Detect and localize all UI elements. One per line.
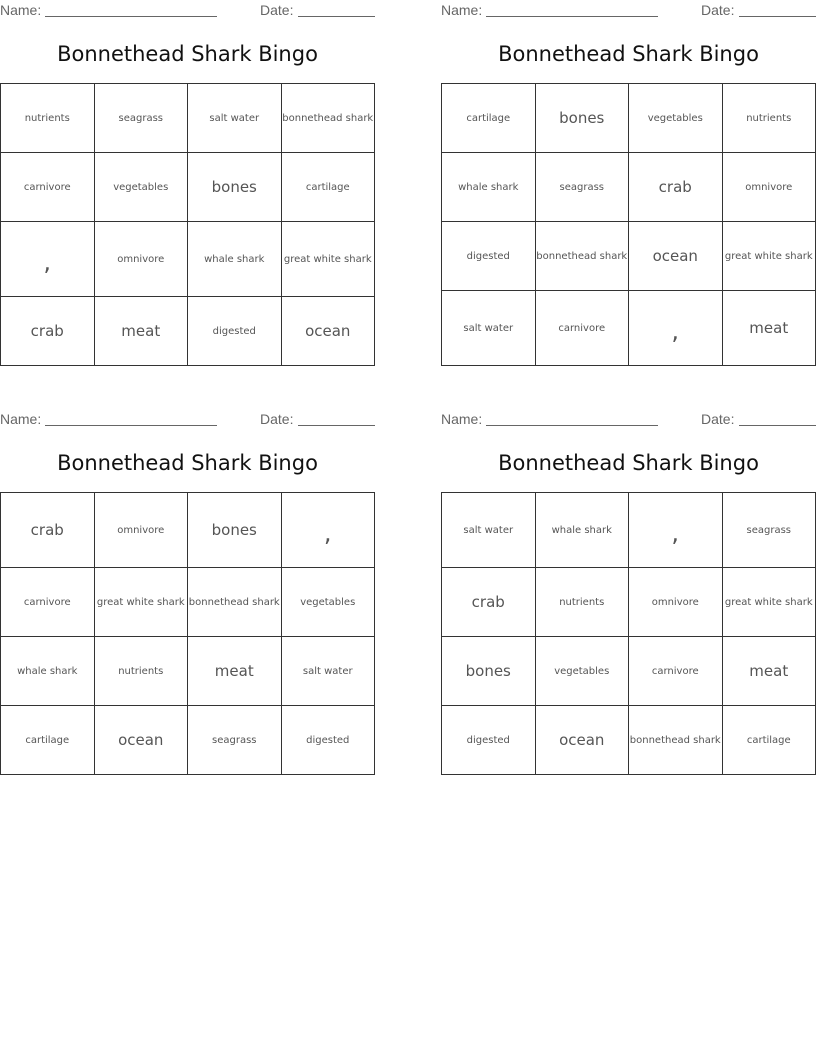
bingo-cell[interactable]: digested: [442, 222, 536, 291]
bingo-cell[interactable]: nutrients: [1, 84, 95, 153]
bingo-cell[interactable]: omnivore: [722, 153, 816, 222]
name-label: Name:: [0, 411, 42, 427]
bingo-cell[interactable]: digested: [442, 706, 536, 775]
bingo-cell[interactable]: salt water: [188, 84, 282, 153]
bingo-cell[interactable]: carnivore: [535, 291, 629, 366]
bingo-row: [1, 297, 375, 366]
bingo-cell[interactable]: great white shark: [281, 222, 375, 297]
bingo-row: [442, 568, 816, 637]
card-title: Bonnethead Shark Bingo: [498, 42, 759, 66]
bingo-cell[interactable]: meat: [94, 297, 188, 366]
bingo-cell[interactable]: crab: [1, 493, 95, 568]
bingo-cell[interactable]: vegetables: [629, 84, 723, 153]
bingo-cell[interactable]: cartilage: [1, 706, 95, 775]
bingo-cell[interactable]: ocean: [629, 222, 723, 291]
bingo-cell[interactable]: whale shark: [1, 637, 95, 706]
card-title: Bonnethead Shark Bingo: [57, 42, 318, 66]
name-field[interactable]: [486, 16, 658, 17]
card-title: Bonnethead Shark Bingo: [57, 451, 318, 475]
name-field[interactable]: [45, 425, 217, 426]
bingo-row: [442, 222, 816, 291]
bingo-cell[interactable]: seagrass: [94, 84, 188, 153]
name-date-row: [441, 411, 816, 429]
bingo-cell[interactable]: ,: [629, 493, 723, 568]
name-label: Name:: [441, 2, 483, 18]
bingo-cell[interactable]: meat: [722, 291, 816, 366]
bingo-cell[interactable]: nutrients: [722, 84, 816, 153]
date-label: Date:: [701, 2, 735, 18]
bingo-cell[interactable]: carnivore: [1, 153, 95, 222]
bingo-cell[interactable]: ,: [281, 493, 375, 568]
name-label: Name:: [441, 411, 483, 427]
bingo-row: [1, 222, 375, 297]
bingo-cell[interactable]: meat: [722, 637, 816, 706]
bingo-cell[interactable]: whale shark: [535, 493, 629, 568]
bingo-cell[interactable]: bones: [188, 153, 282, 222]
bingo-cell[interactable]: bones: [188, 493, 282, 568]
bingo-cell[interactable]: bones: [442, 637, 536, 706]
date-field[interactable]: [739, 16, 816, 17]
bingo-row: [442, 493, 816, 568]
bingo-row: [1, 153, 375, 222]
bingo-row: [1, 84, 375, 153]
bingo-cell[interactable]: meat: [188, 637, 282, 706]
bingo-cell[interactable]: bones: [535, 84, 629, 153]
date-field[interactable]: [298, 425, 375, 426]
name-date-row: [0, 411, 375, 429]
bingo-cell[interactable]: crab: [629, 153, 723, 222]
bingo-cell[interactable]: digested: [188, 297, 282, 366]
card-title: Bonnethead Shark Bingo: [498, 451, 759, 475]
bingo-cell[interactable]: cartilage: [281, 153, 375, 222]
bingo-cell[interactable]: carnivore: [629, 637, 723, 706]
bingo-grid: [0, 83, 375, 366]
bingo-cell[interactable]: ocean: [94, 706, 188, 775]
bingo-row: [442, 637, 816, 706]
bingo-cell[interactable]: salt water: [442, 291, 536, 366]
bingo-cell[interactable]: digested: [281, 706, 375, 775]
bingo-cell[interactable]: great white shark: [94, 568, 188, 637]
bingo-row: [442, 706, 816, 775]
name-date-row: [441, 2, 816, 20]
bingo-cell[interactable]: great white shark: [722, 222, 816, 291]
bingo-cell[interactable]: bonnethead shark: [188, 568, 282, 637]
bingo-cell[interactable]: nutrients: [535, 568, 629, 637]
bingo-cell[interactable]: omnivore: [94, 222, 188, 297]
bingo-cell[interactable]: salt water: [442, 493, 536, 568]
bingo-row: [1, 706, 375, 775]
date-label: Date:: [701, 411, 735, 427]
bingo-cell[interactable]: ,: [1, 222, 95, 297]
bingo-cell[interactable]: seagrass: [188, 706, 282, 775]
bingo-row: [442, 84, 816, 153]
bingo-cell[interactable]: nutrients: [94, 637, 188, 706]
bingo-cell[interactable]: carnivore: [1, 568, 95, 637]
bingo-cell[interactable]: seagrass: [535, 153, 629, 222]
bingo-cell[interactable]: bonnethead shark: [535, 222, 629, 291]
name-label: Name:: [0, 2, 42, 18]
name-field[interactable]: [486, 425, 658, 426]
bingo-cell[interactable]: cartilage: [442, 84, 536, 153]
bingo-cell[interactable]: vegetables: [281, 568, 375, 637]
bingo-cell[interactable]: salt water: [281, 637, 375, 706]
bingo-cell[interactable]: great white shark: [722, 568, 816, 637]
bingo-grid: [0, 492, 375, 775]
bingo-cell[interactable]: crab: [442, 568, 536, 637]
name-field[interactable]: [45, 16, 217, 17]
bingo-cell[interactable]: ocean: [281, 297, 375, 366]
bingo-cell[interactable]: omnivore: [629, 568, 723, 637]
bingo-row: [442, 291, 816, 366]
bingo-cell[interactable]: ,: [629, 291, 723, 366]
date-label: Date:: [260, 411, 294, 427]
name-date-row: [0, 2, 375, 20]
bingo-row: [1, 493, 375, 568]
bingo-grid: [441, 83, 816, 366]
bingo-cell[interactable]: whale shark: [188, 222, 282, 297]
bingo-cell[interactable]: seagrass: [722, 493, 816, 568]
bingo-grid: [441, 492, 816, 775]
date-field[interactable]: [739, 425, 816, 426]
date-label: Date:: [260, 2, 294, 18]
date-field[interactable]: [298, 16, 375, 17]
bingo-row: [1, 637, 375, 706]
bingo-cell[interactable]: crab: [1, 297, 95, 366]
bingo-row: [442, 153, 816, 222]
bingo-cell[interactable]: whale shark: [442, 153, 536, 222]
bingo-row: [1, 568, 375, 637]
bingo-cell[interactable]: ocean: [535, 706, 629, 775]
bingo-cell[interactable]: bonnethead shark: [281, 84, 375, 153]
bingo-cell[interactable]: bonnethead shark: [629, 706, 723, 775]
bingo-cell[interactable]: vegetables: [535, 637, 629, 706]
bingo-cell[interactable]: omnivore: [94, 493, 188, 568]
bingo-cell[interactable]: cartilage: [722, 706, 816, 775]
bingo-cell[interactable]: vegetables: [94, 153, 188, 222]
